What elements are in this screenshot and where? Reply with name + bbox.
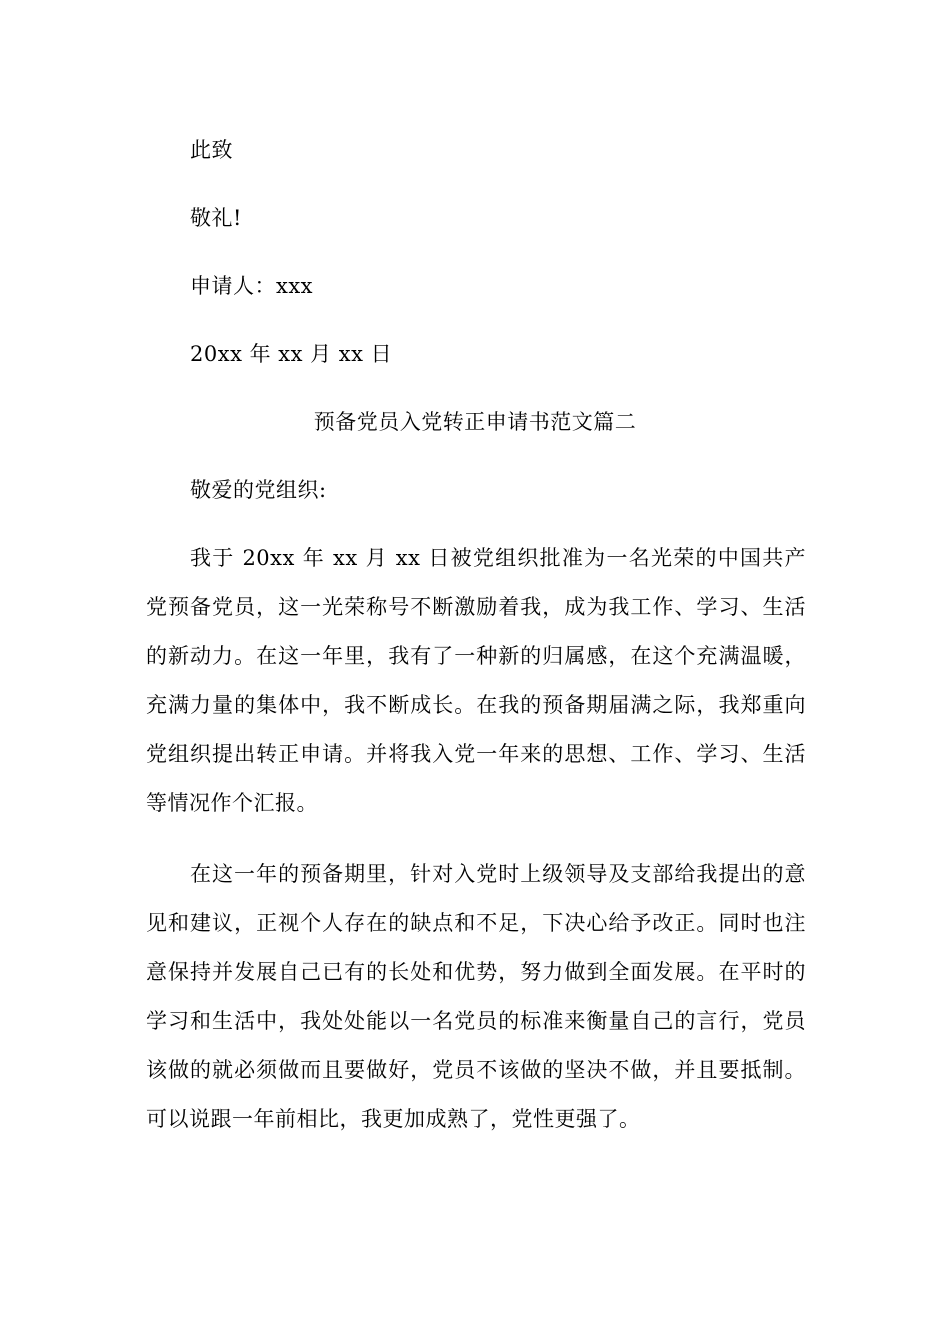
body-paragraph-2: 在这一年的预备期里，针对入党时上级领导及支部给我提出的意见和建议，正视个人存在的缺点和不足，下决心给予改正。同时也注意保持并发展自己已有的长处和优势，努力做到全面发展。在平时的学习和生活中，我处处能以一名党员的标准来衡量自己的言行，党员该做的就必须做而且要做好，党员不该做的坚决不做，并且要抵制。可以说跟一年前相比，我更加成熟了，党性更强了。 [146,862,806,1131]
section-title: 预备党员入党转正申请书范文篇二 [313,410,637,434]
closing-regards: 敬礼! [190,206,242,230]
body-paragraph-1: 我于 20xx 年 xx 月 xx 日被党组织批准为一名光荣的中国共产党预备党员，这一光荣称号不断激励着我，成为我工作、学习、生活的新动力。在这一年里，我有了一种新的归属感，在这个充满温暖，充满力量的集体中，我不断成长。在我的预备期届满之际，我郑重向党组织提出转正申请。并将我入党一年来的思想、工作、学习、生活等情况作个汇报。 [146,546,806,815]
greeting: 敬爱的党组织: [190,478,327,502]
application-date: 20xx 年 xx 月 xx 日 [190,342,393,366]
closing-salutation: 此致 [190,138,233,162]
applicant-signature: 申请人：xxx [190,274,314,298]
